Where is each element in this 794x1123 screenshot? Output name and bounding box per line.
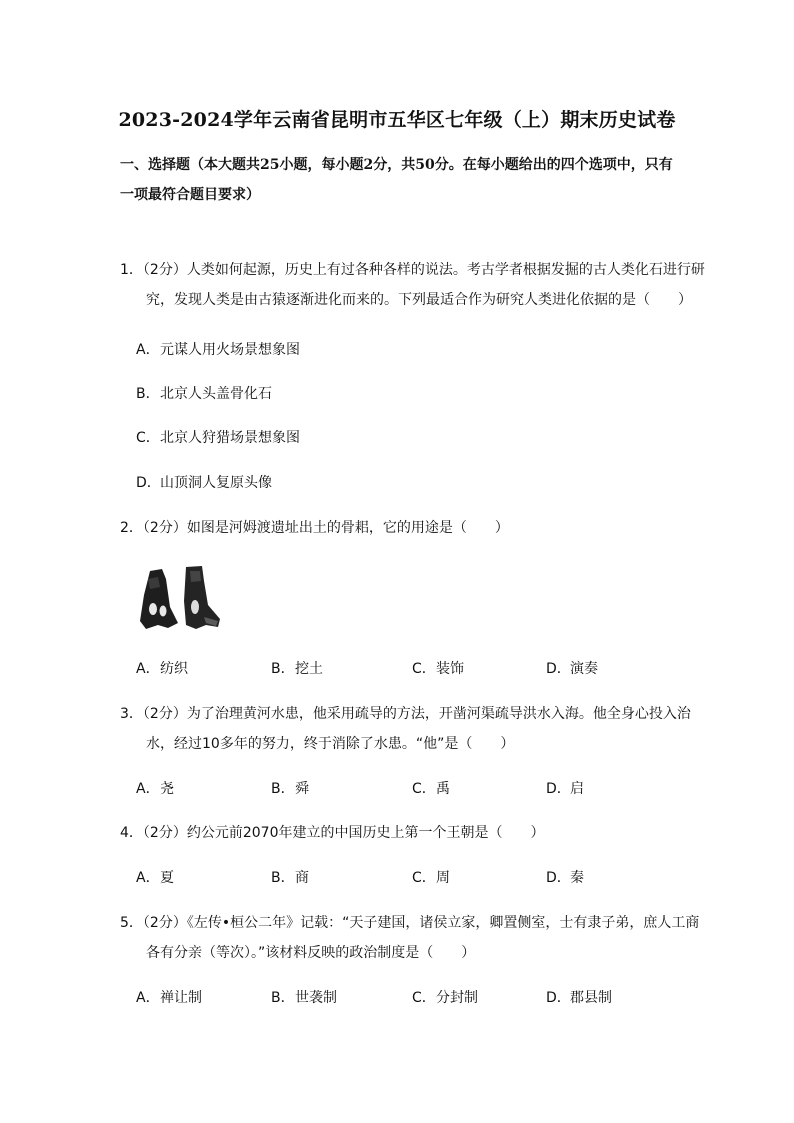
- option-b: B．挖土: [271, 661, 323, 677]
- question-number: 5．: [120, 915, 143, 931]
- question-number: 1．: [120, 262, 143, 278]
- question-text: 如图是河姆渡遗址出土的骨耜，它的用途是（ ）: [186, 520, 509, 536]
- option-c: C．周: [412, 870, 450, 886]
- option-d: D．秦: [546, 870, 584, 886]
- question-score: （2分）: [142, 915, 187, 931]
- question-text: 约公元前2070年建立的中国历史上第一个王朝是（ ）: [186, 825, 545, 841]
- question-1: [120, 255, 706, 315]
- question-number: 3．: [120, 706, 143, 722]
- question-3: [120, 699, 706, 759]
- option-d: D．山顶洞人复原头像: [136, 475, 272, 491]
- option-a: A．禅让制: [136, 990, 202, 1006]
- option-a: A．纺织: [136, 661, 188, 677]
- option-c: C．禹: [412, 781, 450, 797]
- question-number: 2．: [120, 520, 143, 536]
- question-text: 《左传•桓公二年》记载：“天子建国，诸侯立家，卿置侧室，士有隶子弟，庶人工商各有分亲（等次）。”该材料反映的政治制度是（ ）: [146, 915, 700, 961]
- question-2: [120, 513, 706, 543]
- option-b: B．北京人头盖骨化石: [136, 386, 272, 402]
- section-heading: 一、选择题（本大题共25小题，每小题2分，共50分。在每小题给出的四个选项中，只有一项最符合题目要求）: [120, 157, 673, 203]
- question-text: 人类如何起源，历史上有过各种各样的说法。考古学者根据发掘的古人类化石进行研究，发现人类是由古猿逐渐进化而来的。下列最适合作为研究人类进化依据的是（ ）: [146, 262, 705, 308]
- option-b: B．商: [271, 870, 309, 886]
- page-title: 2023-2024学年云南省昆明市五华区七年级（上）期末历史试卷: [118, 109, 676, 131]
- bone-spade-image: [138, 565, 224, 631]
- option-a: A．夏: [136, 870, 174, 886]
- question-score: （2分）: [142, 706, 187, 722]
- option-c: C．装饰: [412, 661, 464, 677]
- option-c: C．北京人狩猎场景想象图: [136, 430, 300, 446]
- option-d: D．启: [546, 781, 584, 797]
- question-number: 4．: [120, 825, 143, 841]
- option-a: A．尧: [136, 781, 174, 797]
- question-score: （2分）: [142, 262, 187, 278]
- option-b: B．世袭制: [271, 990, 337, 1006]
- option-d: D．演奏: [546, 661, 598, 677]
- option-d: D．郡县制: [546, 990, 612, 1006]
- question-text: 为了治理黄河水患，他采用疏导的方法，开凿河渠疏导洪水入海。他全身心投入治水，经过10多年的努力，终于消除了水患。“他”是（ ）: [146, 706, 691, 752]
- option-a: A．元谋人用火场景想象图: [136, 342, 300, 358]
- question-score: （2分）: [142, 520, 187, 536]
- question-score: （2分）: [142, 825, 187, 841]
- question-4: [120, 818, 706, 848]
- question-5: [120, 908, 706, 968]
- option-b: B．舜: [271, 781, 309, 797]
- option-c: C．分封制: [412, 990, 478, 1006]
